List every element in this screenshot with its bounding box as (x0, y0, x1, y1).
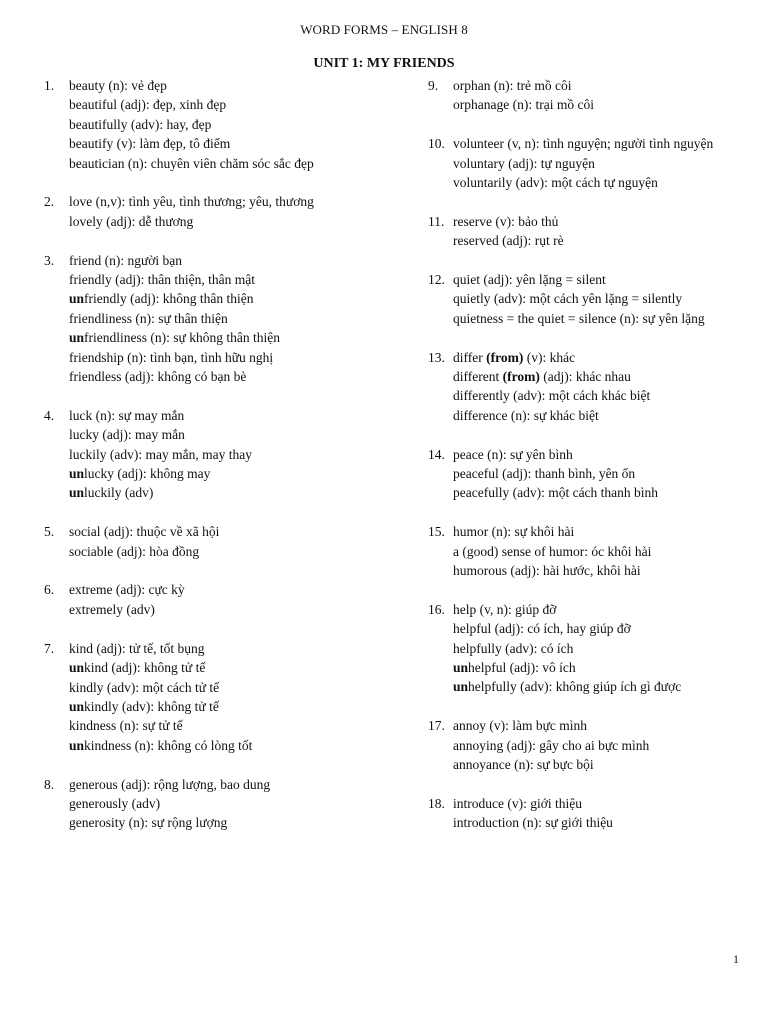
word-form-line (453, 348, 758, 367)
word-form-line (453, 522, 758, 541)
bold-prefix: un (453, 679, 469, 695)
word-form-text: differ (453, 349, 487, 365)
word-form-line (69, 115, 399, 134)
word-form-text: differently (adv): một cách khác biệt (453, 388, 651, 404)
entry-number: 14. (428, 446, 445, 462)
word-form-text: love (n,v): tình yêu, tình thương; yêu, thương (69, 194, 314, 210)
word-form-line (453, 794, 758, 813)
word-form-text: different (453, 369, 503, 385)
right-column (428, 76, 758, 852)
word-form-text: quietly (adv): một cách yên lặng = silently (453, 291, 683, 307)
word-entry (44, 580, 399, 619)
word-entry (44, 251, 399, 387)
word-entry (44, 76, 399, 173)
entry-number: 6. (44, 582, 55, 598)
word-entry (428, 134, 758, 192)
word-form-text: kindly (adv): không tử tế (84, 698, 219, 714)
word-form-text: voluntary (adj): tự nguyện (453, 155, 595, 171)
word-form-line (453, 386, 758, 405)
bold-prefix: un (69, 485, 85, 501)
bold-preposition: (from) (486, 349, 524, 365)
word-form-line (453, 134, 758, 153)
bold-prefix: un (69, 737, 85, 753)
word-form-line (69, 580, 399, 599)
word-form-line (69, 95, 399, 114)
word-form-line (69, 600, 399, 619)
entry-lines (69, 639, 399, 755)
word-form-text: helpful (adj): có ích, hay giúp đỡ (453, 621, 631, 637)
word-form-line (453, 755, 758, 774)
document-title: WORD FORMS – ENGLISH 8 (300, 22, 468, 37)
entry-number: 8. (44, 776, 55, 792)
word-form-line (69, 289, 399, 308)
word-form-text: orphanage (n): trại mồ côi (453, 97, 594, 113)
word-form-text: friendly (adj): không thân thiện (84, 291, 254, 307)
word-entry (428, 794, 758, 833)
word-form-text: reserved (adj): rụt rè (453, 233, 564, 249)
entry-number: 9. (428, 78, 439, 93)
word-form-line (453, 173, 758, 192)
word-form-line (453, 658, 758, 677)
word-form-text: orphan (n): trẻ mồ côi (453, 78, 572, 93)
word-entry (428, 270, 758, 328)
word-form-line (453, 367, 758, 386)
word-form-text: generously (adv) (69, 795, 161, 811)
word-form-line (453, 270, 758, 289)
word-form-line (453, 212, 758, 231)
word-form-text: luck (n): sự may mắn (69, 407, 185, 423)
word-form-text-tail: (v): khác (523, 349, 576, 365)
entry-lines (453, 134, 758, 192)
word-form-text: friendliness (n): sự thân thiện (69, 310, 228, 326)
entry-number: 3. (44, 252, 55, 268)
entry-lines (69, 580, 399, 619)
entry-number: 12. (428, 272, 445, 288)
word-form-text: beautician (n): chuyên viên chăm sóc sắc đẹp (69, 155, 314, 171)
word-form-line (69, 154, 399, 173)
word-form-text: friendly (adj): thân thiện, thân mật (69, 272, 255, 288)
word-form-line (453, 483, 758, 502)
word-form-text: beautify (v): làm đẹp, tô điểm (69, 136, 231, 152)
word-form-line (453, 619, 758, 638)
word-form-text: social (adj): thuộc về xã hội (69, 524, 220, 540)
word-form-line (69, 76, 399, 95)
word-form-line (69, 328, 399, 347)
word-form-line (69, 212, 399, 231)
word-entry (44, 775, 399, 833)
bold-prefix: un (69, 330, 85, 346)
word-form-line (453, 736, 758, 755)
word-form-line (453, 231, 758, 250)
word-entry (428, 76, 758, 115)
word-entry (428, 348, 758, 426)
word-form-line (453, 561, 758, 580)
word-form-text: voluntarily (adv): một cách tự nguyện (453, 175, 658, 191)
word-form-line (69, 134, 399, 153)
word-form-text: lovely (adj): dễ thương (69, 213, 194, 229)
entry-number: 7. (44, 640, 55, 656)
word-form-line (69, 445, 399, 464)
word-form-line (69, 522, 399, 541)
entry-number: 10. (428, 136, 445, 152)
word-form-text: luckily (adv) (84, 485, 154, 501)
word-form-text: lucky (adj): không may (84, 466, 211, 482)
word-form-line (69, 794, 399, 813)
entry-number: 2. (44, 194, 55, 210)
entry-lines (69, 522, 399, 561)
word-form-text: friendship (n): tình bạn, tình hữu nghị (69, 349, 274, 365)
word-form-line (453, 309, 758, 328)
bold-prefix: un (69, 698, 85, 714)
entry-lines (69, 192, 399, 231)
word-form-line (69, 192, 399, 211)
entry-lines (453, 716, 758, 774)
word-form-text: difference (n): sự khác biệt (453, 407, 599, 423)
word-form-text: a (good) sense of humor: óc khôi hài (453, 543, 652, 559)
entry-number: 13. (428, 349, 445, 365)
word-entry (428, 522, 758, 580)
word-form-text: friendliness (n): sự không thân thiện (84, 330, 280, 346)
word-form-text: annoying (adj): gây cho ai bực mình (453, 737, 650, 753)
word-form-line (69, 736, 399, 755)
word-form-line (453, 406, 758, 425)
word-form-line (69, 678, 399, 697)
word-form-line (69, 483, 399, 502)
left-column (44, 76, 399, 852)
word-form-line (453, 716, 758, 735)
word-entry (44, 192, 399, 231)
word-form-text: lucky (adj): may mắn (69, 427, 185, 443)
word-form-line (69, 775, 399, 794)
word-form-text: helpful (adj): vô ích (468, 660, 576, 676)
word-form-line (453, 600, 758, 619)
entry-number: 11. (428, 213, 445, 229)
word-form-text: peace (n): sự yên bình (453, 446, 573, 462)
entry-lines (453, 270, 758, 328)
entry-lines (453, 348, 758, 426)
word-entry (44, 522, 399, 561)
entry-lines (69, 406, 399, 503)
word-entry (428, 212, 758, 251)
bold-prefix: un (69, 660, 85, 676)
word-form-line (453, 289, 758, 308)
word-form-text: humor (n): sự khôi hài (453, 524, 575, 540)
word-form-text: sociable (adj): hòa đồng (69, 543, 200, 559)
word-form-line (69, 542, 399, 561)
bold-preposition: (from) (502, 369, 540, 385)
word-form-text: introduce (v): giới thiệu (453, 795, 582, 811)
entry-number: 4. (44, 407, 55, 423)
word-form-text: generous (adj): rộng lượng, bao dung (69, 776, 271, 792)
word-form-line (453, 76, 758, 95)
word-form-line (453, 95, 758, 114)
entry-number: 16. (428, 601, 445, 617)
word-form-text: beautiful (adj): đẹp, xinh đẹp (69, 97, 227, 113)
word-form-text: friendless (adj): không có bạn bè (69, 369, 247, 385)
word-form-text: helpfully (adv): có ích (453, 640, 574, 656)
word-form-line (453, 542, 758, 561)
word-form-line (69, 367, 399, 386)
entry-lines (69, 251, 399, 387)
entry-lines (453, 522, 758, 580)
word-form-line (69, 348, 399, 367)
bold-prefix: un (69, 291, 85, 307)
entry-number: 18. (428, 795, 445, 811)
word-form-line (453, 677, 758, 696)
word-form-text: peaceful (adj): thanh bình, yên ổn (453, 466, 636, 482)
word-form-line (69, 251, 399, 270)
word-form-text: peacefully (adv): một cách thanh bình (453, 485, 659, 501)
entry-lines (69, 775, 399, 833)
word-form-text: kind (adj): không tử tế (84, 660, 206, 676)
word-form-line (453, 154, 758, 173)
entry-number: 5. (44, 524, 55, 540)
word-form-line (69, 697, 399, 716)
word-form-text: introduction (n): sự giới thiệu (453, 815, 613, 831)
entry-number: 15. (428, 524, 445, 540)
entry-lines (453, 76, 758, 115)
word-form-text: quietness = the quiet = silence (n): sự yên lặng (453, 310, 705, 326)
word-form-text: beautifully (adv): hay, đẹp (69, 116, 212, 132)
word-form-text: beauty (n): vẻ đẹp (69, 78, 167, 93)
word-form-line (453, 445, 758, 464)
word-form-line (69, 270, 399, 289)
word-form-text: extremely (adv) (69, 601, 155, 617)
entry-lines (453, 445, 758, 503)
word-form-text: help (v, n): giúp đỡ (453, 601, 557, 617)
word-entry (44, 639, 399, 755)
unit-title: UNIT 1: MY FRIENDS (313, 56, 455, 71)
word-form-line (69, 716, 399, 735)
word-form-text: reserve (v): bảo thủ (453, 213, 559, 229)
word-form-line (69, 658, 399, 677)
word-form-text: humorous (adj): hài hước, khôi hài (453, 563, 641, 579)
word-form-line (69, 425, 399, 444)
word-entry (44, 406, 399, 503)
word-form-text: kindly (adv): một cách tử tế (69, 679, 220, 695)
entry-lines (453, 212, 758, 251)
word-form-text: extreme (adj): cực kỳ (69, 582, 185, 598)
word-form-text-tail: (adj): khác nhau (539, 369, 631, 385)
bold-prefix: un (69, 466, 85, 482)
page-number: 1 (733, 952, 739, 966)
word-form-line (453, 464, 758, 483)
word-form-text: helpfully (adv): không giúp ích gì được (468, 679, 682, 695)
bold-prefix: un (453, 660, 469, 676)
word-form-line (69, 309, 399, 328)
word-form-line (69, 813, 399, 832)
word-form-line (453, 639, 758, 658)
word-form-text: annoy (v): làm bực mình (453, 718, 588, 734)
entry-number: 1. (44, 78, 55, 93)
word-form-text: generosity (n): sự rộng lượng (69, 815, 228, 831)
word-form-text: quiet (adj): yên lặng = silent (453, 272, 606, 288)
entry-lines (69, 76, 399, 173)
word-form-text: volunteer (v, n): tình nguyện; người tình nguyện (453, 136, 714, 152)
word-form-line (69, 464, 399, 483)
word-form-line (69, 639, 399, 658)
entry-lines (453, 794, 758, 833)
word-form-text: kindness (n): không có lòng tốt (84, 737, 253, 753)
word-form-line (69, 406, 399, 425)
word-form-text: kindness (n): sự tử tế (69, 718, 183, 734)
entry-number: 17. (428, 718, 445, 734)
word-entry (428, 600, 758, 697)
word-form-text: luckily (adv): may mắn, may thay (69, 446, 252, 462)
word-form-line (453, 813, 758, 832)
word-form-text: annoyance (n): sự bực bội (453, 757, 594, 773)
word-entry (428, 716, 758, 774)
entry-lines (453, 600, 758, 697)
word-entry (428, 445, 758, 503)
word-form-text: kind (adj): tử tế, tốt bụng (69, 640, 205, 656)
word-form-text: friend (n): người bạn (69, 252, 183, 268)
